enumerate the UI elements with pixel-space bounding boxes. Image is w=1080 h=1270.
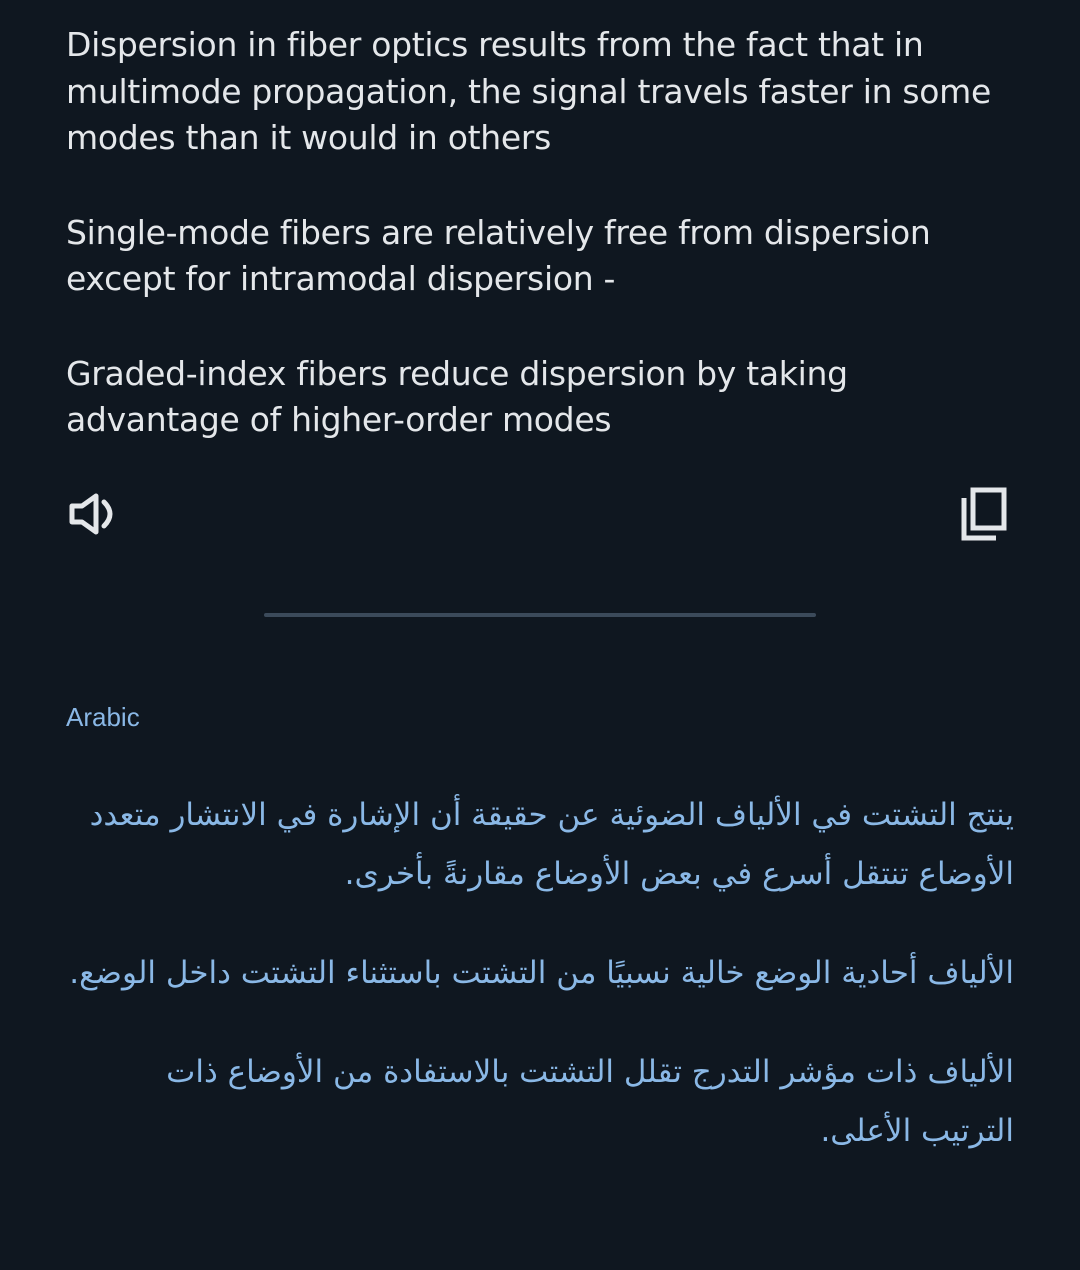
- source-paragraph: Single-mode fibers are relatively free from dispersion except for intramodal dispersion -: [66, 212, 931, 298]
- speaker-icon: [66, 488, 122, 540]
- section-divider: [264, 613, 816, 617]
- action-bar: [0, 482, 1080, 546]
- translation-text: [66, 786, 1014, 1161]
- translation-paragraph: الألياف أحادية الوضع خالية نسبيًا من التشتت باستثناء التشتت داخل الوضع.: [69, 955, 1014, 991]
- source-paragraph: Dispersion in fiber optics results from the fact that in multimode propagation, the signal travels faster in some modes than it would in others: [66, 25, 992, 157]
- target-language-label: Arabic: [66, 702, 140, 732]
- translation-paragraph: الألياف ذات مؤشر التدرج تقلل التشتت بالاستفادة من الأوضاع ذات الترتيب الأعلى.: [166, 1054, 1014, 1149]
- source-paragraph: Graded-index fibers reduce dispersion by taking advantage of higher-order modes: [66, 353, 848, 439]
- source-text: [66, 22, 1026, 444]
- listen-button[interactable]: [62, 482, 126, 546]
- copy-icon: [952, 484, 1012, 544]
- copy-button[interactable]: [950, 482, 1014, 546]
- translation-paragraph: ينتج التشتت في الألياف الضوئية عن حقيقة أن الإشارة في الانتشار متعدد الأوضاع تنتقل أسرع في بعض الأوضاع مقارنةً بأخرى.: [89, 797, 1014, 892]
